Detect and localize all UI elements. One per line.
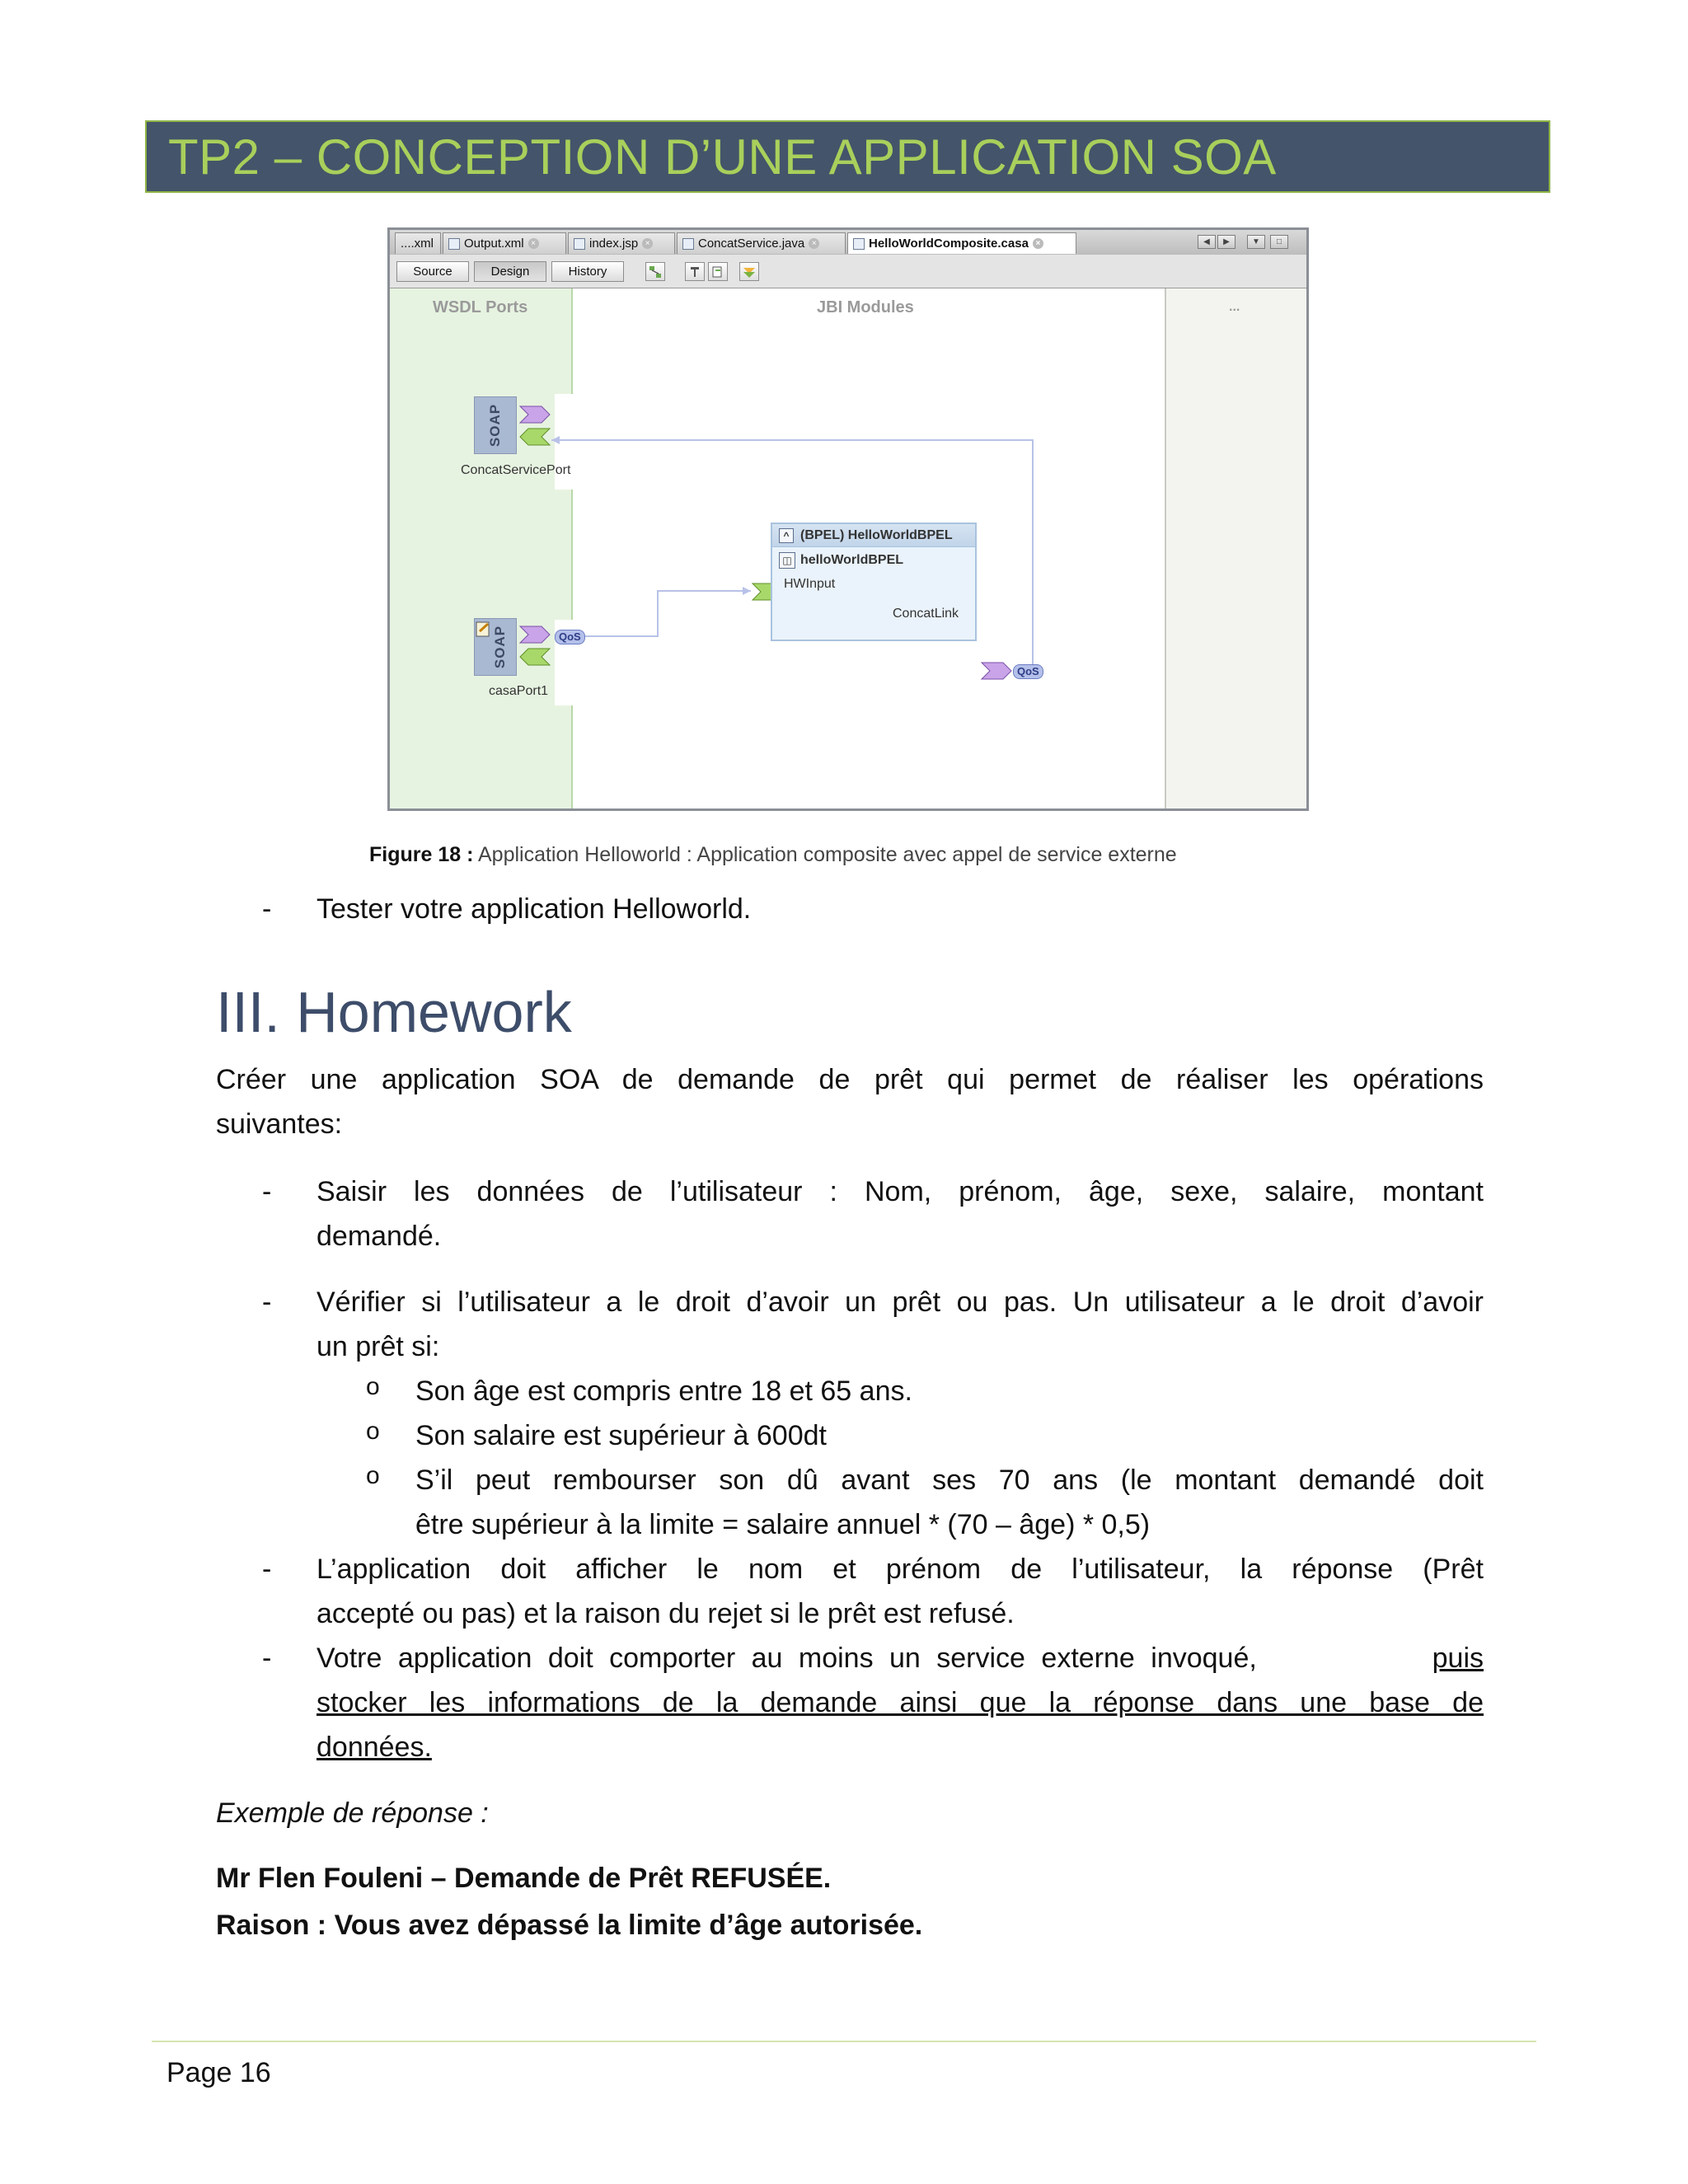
- design-button[interactable]: Design: [474, 261, 546, 282]
- maximize-button[interactable]: □: [1270, 235, 1288, 249]
- layout-icon[interactable]: [645, 262, 665, 281]
- condition-remboursement-line-1: S’il peut rembourser son dû avant ses 70 ans (le montant demandé doit: [415, 1465, 1484, 1496]
- votre-line-3: données.: [316, 1732, 432, 1763]
- soap-port-block[interactable]: SOAP: [474, 396, 517, 454]
- casa-design-canvas[interactable]: [390, 288, 1306, 811]
- tab-concat-service[interactable]: ConcatService.java ×: [677, 232, 846, 254]
- condition-salaire: Son salaire est supérieur à 600dt: [415, 1420, 827, 1451]
- tab-list-button[interactable]: ▼: [1247, 235, 1265, 249]
- intro-line-2: suivantes:: [216, 1108, 343, 1140]
- saisir-line-1: Saisir les données de l’utilisateur : Nom, prénom, âge, sexe, salaire, montant: [316, 1176, 1484, 1207]
- figure-screenshot: [387, 227, 1309, 811]
- document-page: TP2 – CONCEPTION D’UNE APPLICATION SOA ....xml Output.xml × index.jsp × ConcatService.java × HelloWorldComposite.casa × ◀ ▶ ▼ □ Source Design History WSDL Ports JBI Modules ... SOAP SOAP ConcatServicePort casaPort1 QoS QoS ^ (BPEL) HelloWorldBPEL ◫ helloWorldBPEL HWInput ConcatLink Figure 18 : Application Helloworld : Application composite avec appel de service externe - Tester votre application Helloworld. III. Homework Créer une application SOA de demande de prêt qui permet de réaliser les opérations suivantes: - Saisir les données de l’utilisateur : Nom, prénom, âge, sexe, salaire, montant demandé. - Vérifier si l’utilisateur a le droit d’avoir un prêt ou pas. Un utilisateur a le droit d’avoir un prêt si: o Son âge est compris entre 18 et 65 ans. o Son salaire est supérieur à 600dt o S’il peut rembourser son dû avant ses 70 ans (le montant demandé doit être supérieur à la limite = salaire annuel * (70 – âge) * 0,5) - L’application doit afficher le nom et prénom de l’utilisateur, la réponse (Prêt accepté ou pas) et la raison du rejet si le prêt est refusé. - Votre application doit comporter au moins un service externe invoqué, puis stocker les informations de la demande ainsi que la réponse dans une base de données. Exemple de réponse : Mr Flen Fouleni – Demande de Prêt REFUSÉE. Raison : Vous avez dépassé la limite d’âge autorisée. Page 16: [0, 0, 1688, 2184]
- tab-helloworld-composite[interactable]: HelloWorldComposite.casa ×: [847, 232, 1076, 254]
- jbi-modules-header: JBI Modules: [817, 298, 914, 316]
- afficher-line-2: accepté ou pas) et la raison du rejet si le prêt est refusé.: [316, 1598, 1015, 1629]
- file-icon: [448, 238, 460, 250]
- afficher-line-1: L’application doit afficher le nom et prénom de l’utilisateur, la réponse (Prêt: [316, 1554, 1484, 1585]
- soap-port-block[interactable]: SOAP: [474, 618, 517, 676]
- qos-badge[interactable]: QoS: [1013, 664, 1043, 679]
- bpel-process-row: ◫ helloWorldBPEL: [779, 552, 903, 569]
- scroll-right-button[interactable]: ▶: [1217, 235, 1236, 249]
- example-label: Exemple de réponse :: [216, 1797, 489, 1829]
- verifier-line-2: un prêt si:: [316, 1331, 440, 1362]
- collapse-icon[interactable]: ^: [779, 528, 794, 543]
- editor-tab-bar: [390, 230, 1306, 255]
- file-icon: [853, 238, 865, 250]
- wsdl-ports-header: WSDL Ports: [433, 298, 528, 316]
- tab-xml[interactable]: ....xml: [395, 232, 441, 254]
- votre-line-2: stocker les informations de la demande ainsi que la réponse dans une base de: [316, 1687, 1484, 1718]
- editor-toolbar: [390, 255, 1306, 288]
- close-icon[interactable]: ×: [528, 238, 539, 249]
- file-icon: [574, 238, 585, 250]
- deploy-icon[interactable]: [708, 262, 728, 281]
- qos-badge[interactable]: QoS: [555, 630, 585, 644]
- example-line-2: Raison : Vous avez dépassé la limite d’âge autorisée.: [216, 1910, 923, 1941]
- example-line-1: Mr Flen Fouleni – Demande de Prêt REFUSÉE.: [216, 1863, 832, 1894]
- validate-icon[interactable]: [739, 262, 759, 281]
- tab-output-xml[interactable]: Output.xml ×: [443, 232, 566, 254]
- source-button[interactable]: Source: [396, 261, 469, 282]
- page-number: Page 16: [166, 2057, 271, 2088]
- figure-caption: Figure 18 : Application Helloworld : Application composite avec appel de service externe: [369, 843, 1177, 866]
- file-icon: [682, 238, 694, 250]
- bpel-module[interactable]: [771, 523, 977, 641]
- scroll-left-button[interactable]: ◀: [1198, 235, 1216, 249]
- concat-service-port-label: ConcatServicePort: [461, 463, 571, 477]
- close-icon[interactable]: ×: [809, 238, 819, 249]
- saisir-line-2: demandé.: [316, 1221, 442, 1252]
- tab-index-jsp[interactable]: index.jsp ×: [568, 232, 675, 254]
- history-button[interactable]: History: [551, 261, 624, 282]
- page-title: TP2 – CONCEPTION D’UNE APPLICATION SOA: [168, 129, 1277, 185]
- votre-line-1: Votre application doit comporter au moins un service externe invoqué, puis: [316, 1643, 1484, 1674]
- title-banner: [145, 120, 1550, 193]
- close-icon[interactable]: ×: [642, 238, 653, 249]
- condition-age: Son âge est compris entre 18 et 65 ans.: [415, 1376, 912, 1407]
- bpel-process-icon: ◫: [779, 552, 795, 569]
- verifier-line-1: Vérifier si l’utilisateur a le droit d’avoir un prêt ou pas. Un utilisateur a le droit d’avoir: [316, 1286, 1484, 1318]
- test-instruction: Tester votre application Helloworld.: [316, 893, 752, 925]
- bpel-input-row: HWInput: [784, 577, 836, 591]
- intro-line-1: Créer une application SOA de demande de prêt qui permet de réaliser les opérations: [216, 1064, 1484, 1095]
- section-title: III. Homework: [216, 980, 572, 1044]
- close-icon[interactable]: ×: [1033, 238, 1043, 249]
- casa-port-label: casaPort1: [489, 684, 549, 698]
- build-icon[interactable]: [685, 262, 705, 281]
- bpel-module-header: ^ (BPEL) HelloWorldBPEL: [772, 524, 975, 547]
- condition-remboursement-line-2: être supérieur à la limite = salaire annuel * (70 – âge) * 0,5): [415, 1509, 1151, 1540]
- right-column-header: ...: [1229, 300, 1240, 314]
- footer-divider: [152, 2041, 1536, 2042]
- bpel-link-row: ConcatLink: [893, 607, 959, 621]
